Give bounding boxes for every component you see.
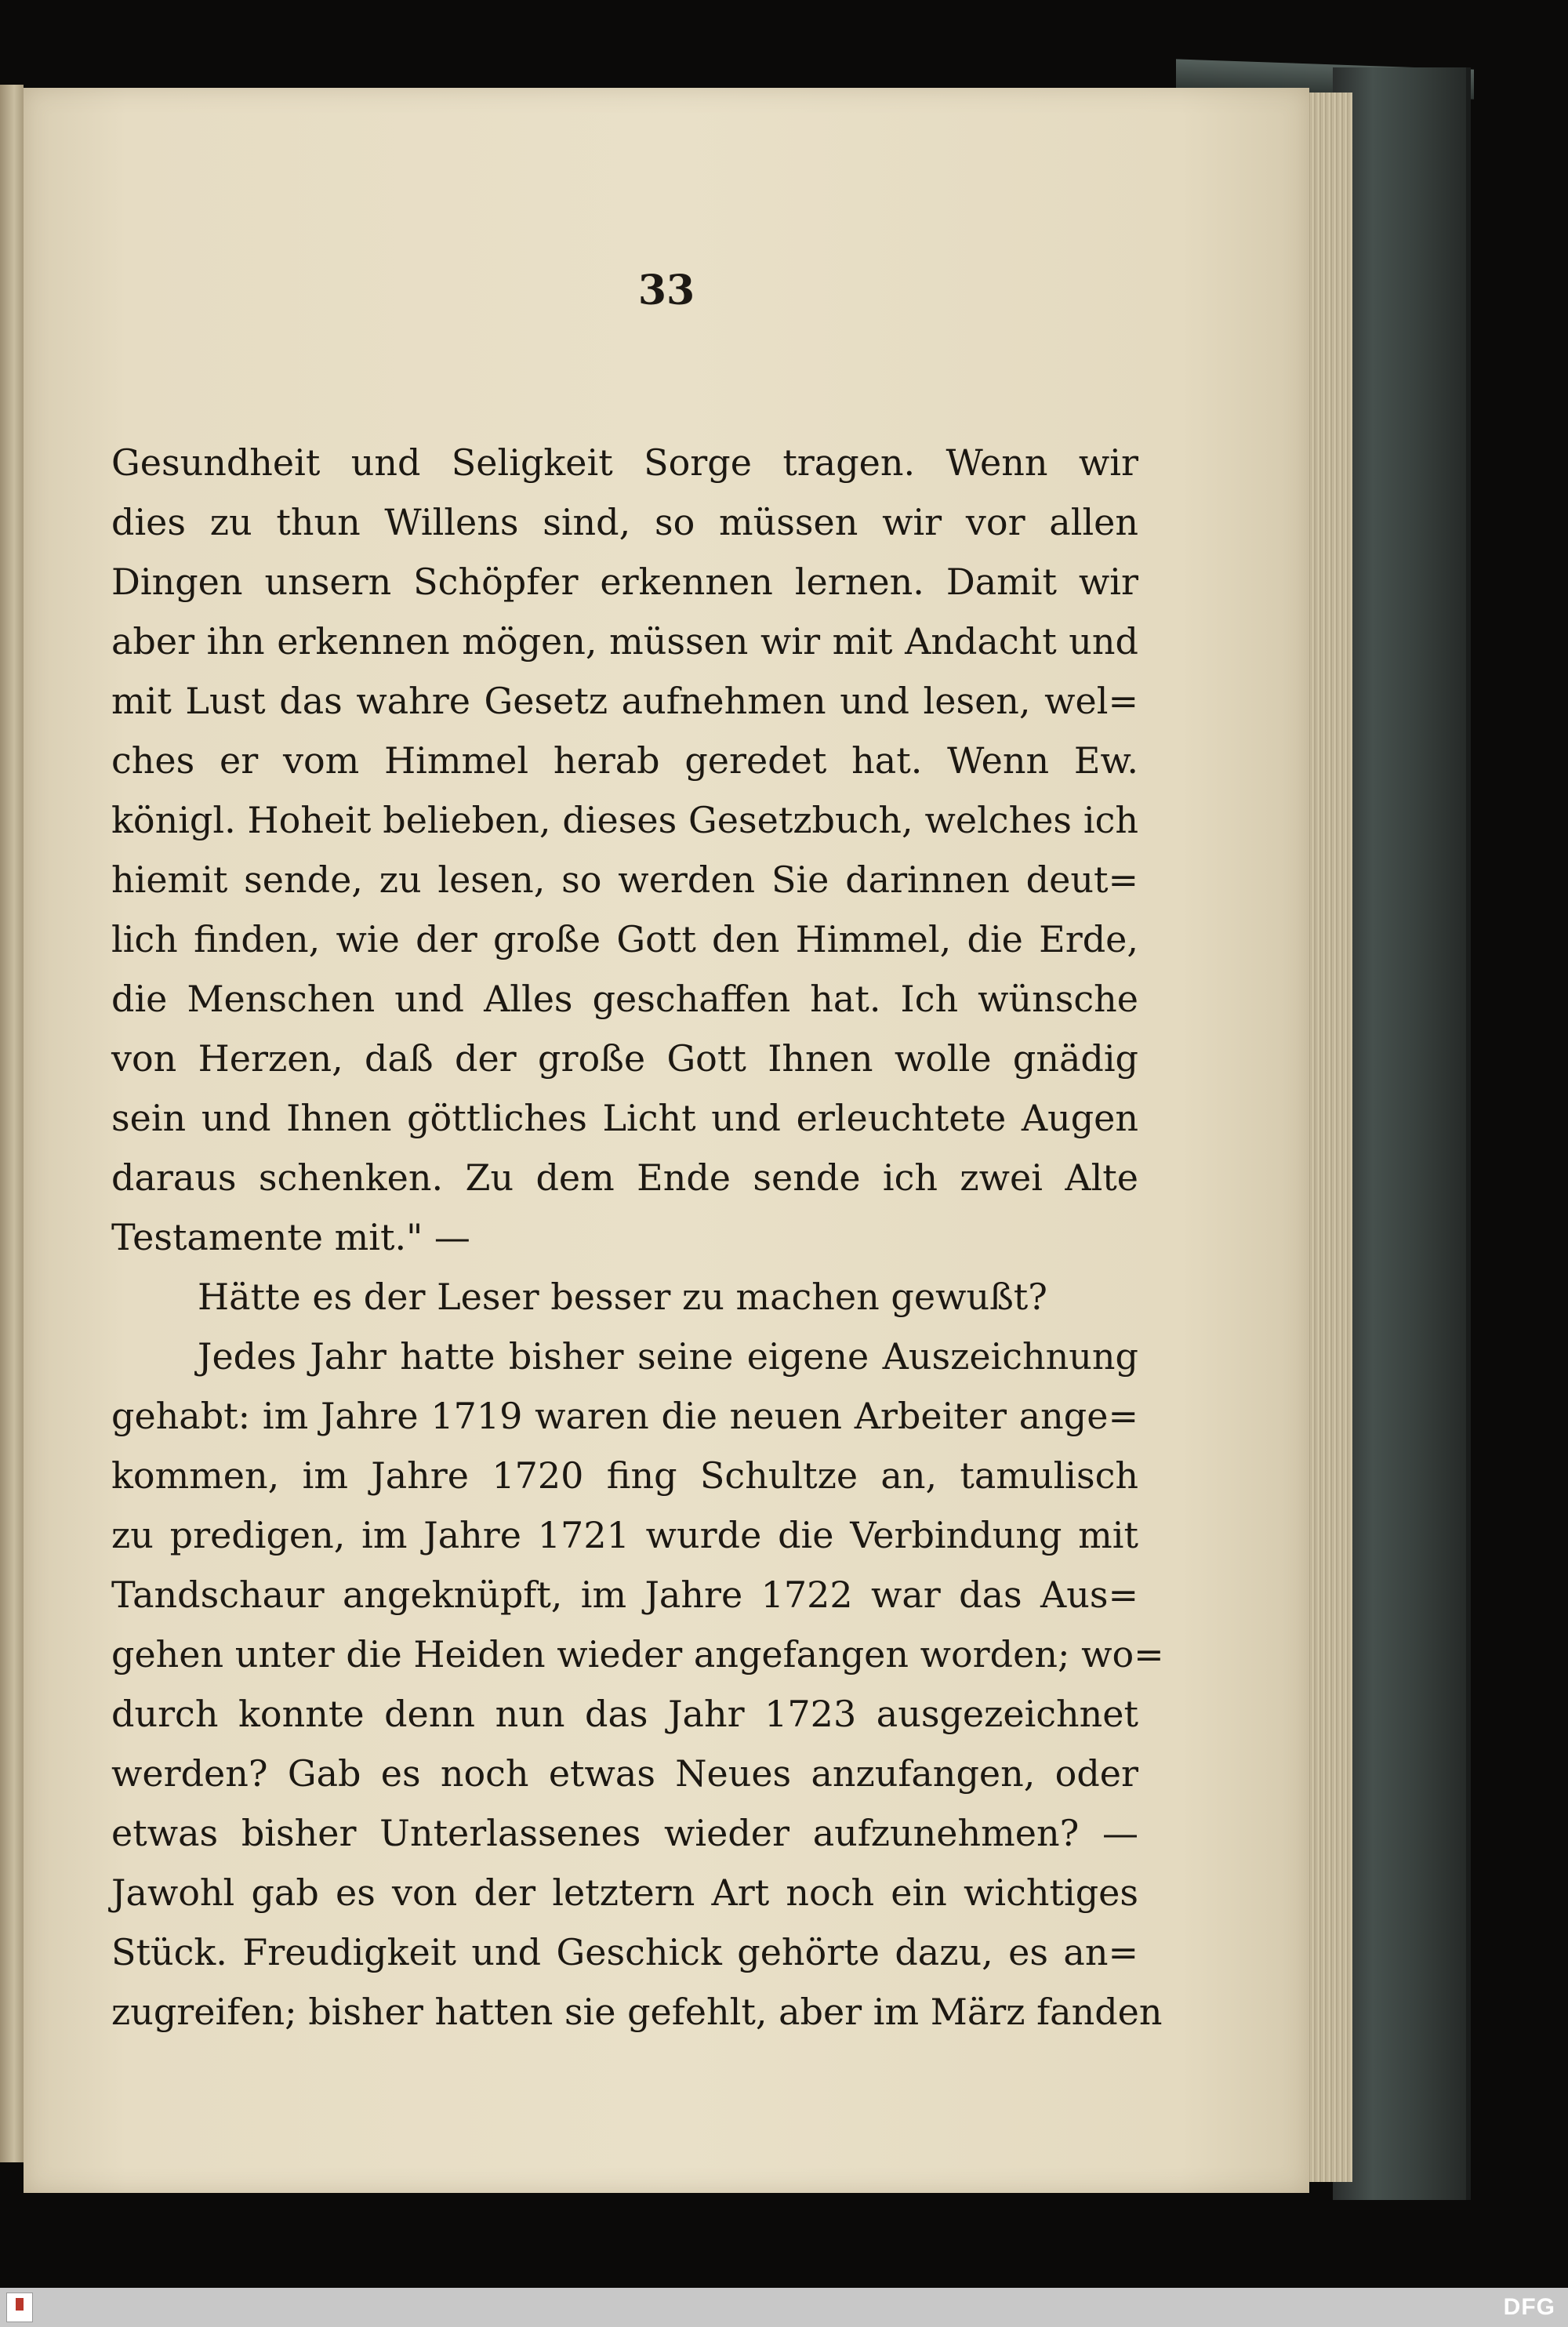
text-line: werden? Gab es noch etwas Neues anzufangen, oder <box>111 1752 1138 1795</box>
text-line: die Menschen und Alles geschaffen hat. Ich wünsche <box>111 978 1138 1020</box>
book-page <box>24 88 1309 2193</box>
text-line: aber ihn erkennen mögen, müssen wir mit Andacht und <box>111 620 1138 663</box>
page-stack-edge <box>1305 93 1352 2182</box>
text-line: Hätte es der Leser besser zu machen gewußt? <box>198 1276 1047 1318</box>
library-logo-icon <box>6 2293 33 2322</box>
text-line: zu predigen, im Jahre 1721 wurde die Verbindung mit <box>111 1514 1138 1556</box>
text-line: von Herzen, daß der große Gott Ihnen wolle gnädig <box>111 1037 1138 1080</box>
text-line: sein und Ihnen göttliches Licht und erleuchtete Augen <box>111 1097 1138 1139</box>
text-line: hiemit sende, zu lesen, so werden Sie darinnen deut= <box>111 859 1138 901</box>
text-line: mit Lust das wahre Gesetz aufnehmen und lesen, wel= <box>111 680 1138 722</box>
facing-page-edge <box>0 85 24 2162</box>
dfg-logo: DFG <box>1503 2294 1555 2320</box>
text-line: etwas bisher Unterlassenes wieder aufzunehmen? — <box>111 1812 1138 1854</box>
text-line: ches er vom Himmel herab geredet hat. Wenn Ew. <box>111 739 1138 782</box>
text-line: zugreifen; bisher hatten sie gefehlt, aber im März fanden <box>111 1991 1163 2033</box>
text-line: Dingen unsern Schöpfer erkennen lernen. Damit wir <box>111 561 1138 603</box>
text-line: Jedes Jahr hatte bisher seine eigene Auszeichnung <box>198 1335 1138 1378</box>
text-line: Jawohl gab es von der letztern Art noch ein wichtiges <box>111 1871 1138 1914</box>
text-line: Tandschaur angeknüpft, im Jahre 1722 war das Aus= <box>111 1574 1138 1616</box>
text-line: durch konnte denn nun das Jahr 1723 ausgezeichnet <box>111 1693 1138 1735</box>
text-line: kommen, im Jahre 1720 fing Schultze an, tamulisch <box>111 1454 1138 1497</box>
text-line: gehabt: im Jahre 1719 waren die neuen Arbeiter ange= <box>111 1395 1138 1437</box>
text-line: daraus schenken. Zu dem Ende sende ich zwei Alte <box>111 1156 1138 1199</box>
text-line: Testamente mit." — <box>111 1216 470 1258</box>
text-line: Gesundheit und Seligkeit Sorge tragen. Wenn wir <box>111 441 1138 484</box>
body-text <box>111 433 1164 2042</box>
text-line: lich finden, wie der große Gott den Himmel, die Erde, <box>111 918 1138 960</box>
text-line: gehen unter die Heiden wieder angefangen worden; wo= <box>111 1633 1164 1675</box>
book-cover <box>1333 67 1471 2200</box>
text-line: Stück. Freudigkeit und Geschick gehörte dazu, es an= <box>111 1931 1138 1973</box>
viewer-footer-bar <box>0 2288 1568 2327</box>
text-line: dies zu thun Willens sind, so müssen wir vor allen <box>111 501 1138 543</box>
text-line: königl. Hoheit belieben, dieses Gesetzbuch, welches ich <box>111 799 1138 841</box>
page-number: 33 <box>637 267 695 314</box>
